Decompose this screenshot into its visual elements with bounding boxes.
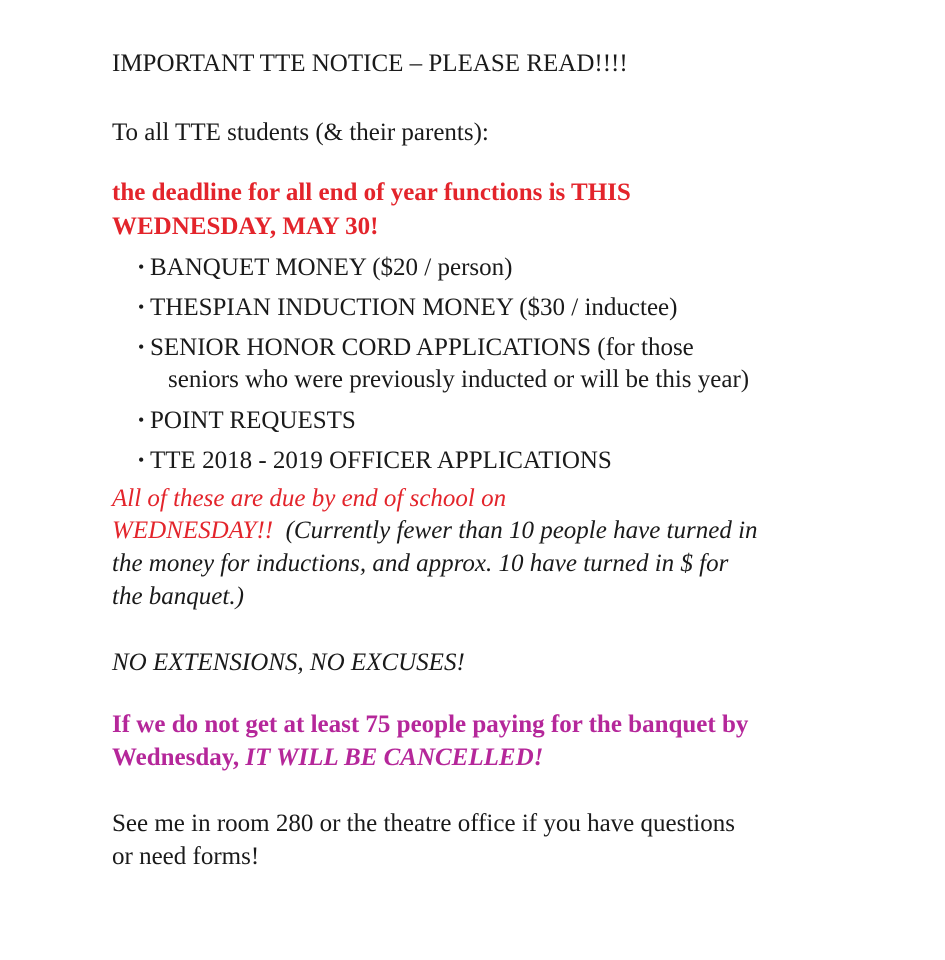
warning-line-2 (112, 742, 543, 774)
warning-line-1: If we do not get at least 75 people paying for the banquet by (112, 711, 749, 738)
list-item-continuation: seniors who were previously inducted or will be this year) (168, 366, 750, 393)
warning-wednesday-text: Wednesday, (112, 744, 240, 771)
bullet-icon: • (138, 337, 145, 357)
list-item-text: TTE 2018 - 2019 OFFICER APPLICATIONS (150, 447, 612, 474)
due-status-text: (Currently fewer than 10 people have turned in (285, 517, 758, 544)
contact-line-2: or need forms! (112, 843, 260, 870)
list-item (138, 444, 612, 477)
list-item (138, 291, 677, 324)
due-line-1: All of these are due by end of school on (112, 485, 507, 512)
list-item-text: THESPIAN INDUCTION MONEY ($30 / inductee) (150, 294, 678, 321)
due-line-2 (112, 515, 758, 547)
deadline-line-1: the deadline for all end of year functions is THIS (112, 179, 631, 206)
list-item-text: SENIOR HONOR CORD APPLICATIONS (for those (150, 334, 694, 361)
list-item-text: POINT REQUESTS (150, 407, 356, 434)
due-line-3: the money for inductions, and approx. 10 have turned in $ for (112, 550, 729, 577)
due-wednesday-text: WEDNESDAY!! (112, 517, 274, 544)
bullet-icon: • (138, 410, 145, 430)
notice-title: IMPORTANT TTE NOTICE – PLEASE READ!!!! (112, 50, 628, 77)
deadline-line-2: WEDNESDAY, MAY 30! (112, 213, 379, 240)
no-extensions-text: NO EXTENSIONS, NO EXCUSES! (112, 649, 465, 676)
bullet-icon: • (138, 297, 145, 317)
list-item (138, 331, 694, 364)
warning-cancelled-text: IT WILL BE CANCELLED! (245, 744, 544, 771)
list-item (138, 251, 512, 284)
bullet-icon: • (138, 450, 145, 470)
bullet-icon: • (138, 257, 145, 277)
list-item (138, 404, 356, 437)
due-line-4: the banquet.) (112, 583, 244, 610)
list-item-text: BANQUET MONEY ($20 / person) (150, 254, 513, 281)
contact-line-1: See me in room 280 or the theatre office if you have questions (112, 810, 735, 837)
salutation: To all TTE students (& their parents): (112, 119, 489, 146)
